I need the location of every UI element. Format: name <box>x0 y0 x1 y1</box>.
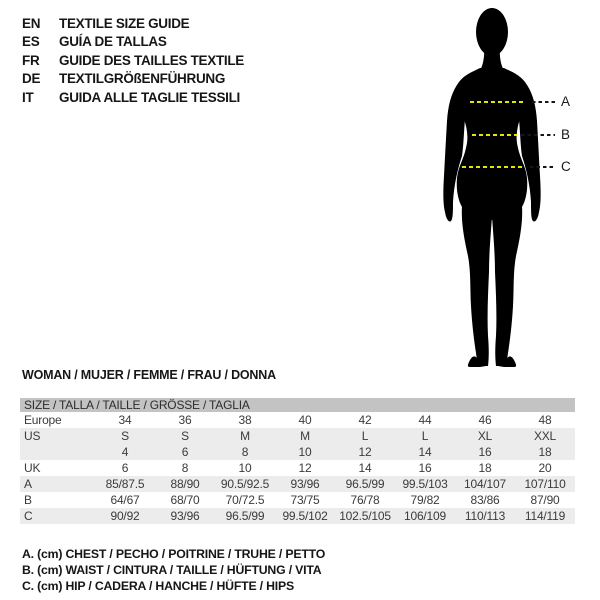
row-label: UK <box>24 461 41 475</box>
size-table-row <box>20 460 575 476</box>
size-cell: 64/67 <box>110 493 140 507</box>
row-label: A <box>24 477 32 491</box>
size-cell: 93/96 <box>170 509 200 523</box>
size-cell: 85/87.5 <box>105 477 145 491</box>
size-cell: M <box>240 429 250 443</box>
size-cell: 79/82 <box>410 493 440 507</box>
language-title-text: TEXTILGRÖßENFÜHRUNG <box>59 71 226 87</box>
waist-measurement-marker <box>0 127 600 143</box>
size-table <box>20 398 575 524</box>
size-cell: 16 <box>418 461 432 475</box>
language-title-text: TEXTILE SIZE GUIDE <box>59 15 190 31</box>
size-table-rows <box>20 412 575 524</box>
size-cell: 88/90 <box>170 477 200 491</box>
size-cell: 20 <box>538 461 552 475</box>
woman-silhouette <box>436 6 546 368</box>
size-cell: 87/90 <box>530 493 560 507</box>
language-title-list <box>22 14 244 107</box>
legend-item: B. (cm) WAIST / CINTURA / TAILLE / HÜFTUNG / VITA <box>22 563 322 578</box>
language-title-text: GUIDE DES TAILLES TEXTILE <box>59 52 245 68</box>
language-title-text: GUIDA ALLE TAGLIE TESSILI <box>59 89 240 105</box>
size-table-row <box>20 492 575 508</box>
language-code: ES <box>22 34 40 50</box>
size-cell: 40 <box>298 413 312 427</box>
size-cell: 96.5/99 <box>345 477 385 491</box>
size-cell: 107/110 <box>524 477 566 491</box>
chest-pointer-line <box>532 101 558 103</box>
woman-silhouette-graphic <box>436 6 546 368</box>
size-cell: 16 <box>478 445 492 459</box>
size-cell: 36 <box>178 413 192 427</box>
size-cell: 70/72.5 <box>225 493 265 507</box>
size-cell: S <box>121 429 129 443</box>
size-table-header: SIZE / TALLA / TAILLE / GRÖSSE / TAGLIA <box>20 398 575 412</box>
size-cell: 93/96 <box>290 477 320 491</box>
size-cell: 114/119 <box>524 509 566 523</box>
waist-pointer-line <box>521 134 555 136</box>
size-cell: 83/86 <box>470 493 500 507</box>
size-cell: 14 <box>418 445 432 459</box>
size-cell: 6 <box>181 445 189 459</box>
size-cell: 10 <box>298 445 312 459</box>
language-row <box>22 33 244 52</box>
language-code: FR <box>22 52 40 68</box>
size-cell: 8 <box>241 445 249 459</box>
language-code: EN <box>22 15 41 31</box>
size-cell: 38 <box>238 413 252 427</box>
size-cell: 104/107 <box>464 477 506 491</box>
size-cell: 73/75 <box>290 493 320 507</box>
marker-label-c: C <box>561 159 571 174</box>
language-title-text: GUÍA DE TALLAS <box>59 34 167 50</box>
language-row <box>22 14 244 33</box>
size-cell: 48 <box>538 413 552 427</box>
marker-label-b: B <box>561 127 571 142</box>
size-cell: 12 <box>298 461 312 475</box>
chest-dashed-line <box>470 101 524 103</box>
size-table-row <box>20 508 575 524</box>
silhouette-torso <box>455 68 529 220</box>
legend-item: C. (cm) HIP / CADERA / HANCHE / HÜFTE / HIPS <box>22 579 295 594</box>
size-table-row <box>20 444 575 460</box>
size-cell: 99.5/103 <box>402 477 448 491</box>
size-cell: 34 <box>118 413 132 427</box>
size-cell: L <box>361 429 369 443</box>
hip-measurement-marker <box>0 159 600 175</box>
silhouette-left-leg <box>462 206 492 366</box>
size-cell: 110/113 <box>464 509 506 523</box>
hip-pointer-line <box>530 166 556 168</box>
size-cell: M <box>300 429 310 443</box>
language-row <box>22 51 244 70</box>
language-code: IT <box>22 89 34 105</box>
size-cell: 14 <box>358 461 372 475</box>
waist-dashed-line <box>472 134 517 136</box>
row-label: US <box>24 429 41 443</box>
size-cell: 102.5/105 <box>339 509 391 523</box>
size-cell: 76/78 <box>350 493 380 507</box>
size-cell: 90/92 <box>110 509 140 523</box>
size-cell: 18 <box>538 445 552 459</box>
row-label: B <box>24 493 32 507</box>
chest-measurement-marker <box>0 94 600 110</box>
silhouette-right-leg <box>492 206 522 366</box>
size-cell: 90.5/92.5 <box>220 477 270 491</box>
size-cell: 99.5/102 <box>282 509 328 523</box>
language-row <box>22 70 244 89</box>
size-cell: 8 <box>181 461 189 475</box>
size-cell: 42 <box>358 413 372 427</box>
table-title: WOMAN / MUJER / FEMME / FRAU / DONNA <box>22 368 276 382</box>
size-cell: L <box>421 429 429 443</box>
size-cell: 46 <box>478 413 492 427</box>
hip-dashed-line <box>462 166 524 168</box>
size-cell: 106/109 <box>404 509 446 523</box>
size-cell: 44 <box>418 413 432 427</box>
size-cell: 4 <box>121 445 129 459</box>
marker-label-a: A <box>561 94 571 109</box>
size-cell: S <box>181 429 189 443</box>
measurement-legend <box>22 546 325 595</box>
size-cell: 10 <box>238 461 252 475</box>
size-table-row <box>20 476 575 492</box>
size-cell: 18 <box>478 461 492 475</box>
size-table-row <box>20 412 575 428</box>
legend-item: A. (cm) CHEST / PECHO / POITRINE / TRUHE / PETTO <box>22 547 326 561</box>
size-table-row <box>20 428 575 444</box>
size-cell: XL <box>477 429 493 443</box>
row-label: C <box>24 509 33 523</box>
size-cell: 96.5/99 <box>225 509 265 523</box>
size-cell: 6 <box>121 461 129 475</box>
language-code: DE <box>22 71 41 87</box>
size-cell: 12 <box>358 445 372 459</box>
size-cell: XXL <box>533 429 557 443</box>
size-cell: 68/70 <box>170 493 200 507</box>
row-label: Europe <box>24 413 62 427</box>
